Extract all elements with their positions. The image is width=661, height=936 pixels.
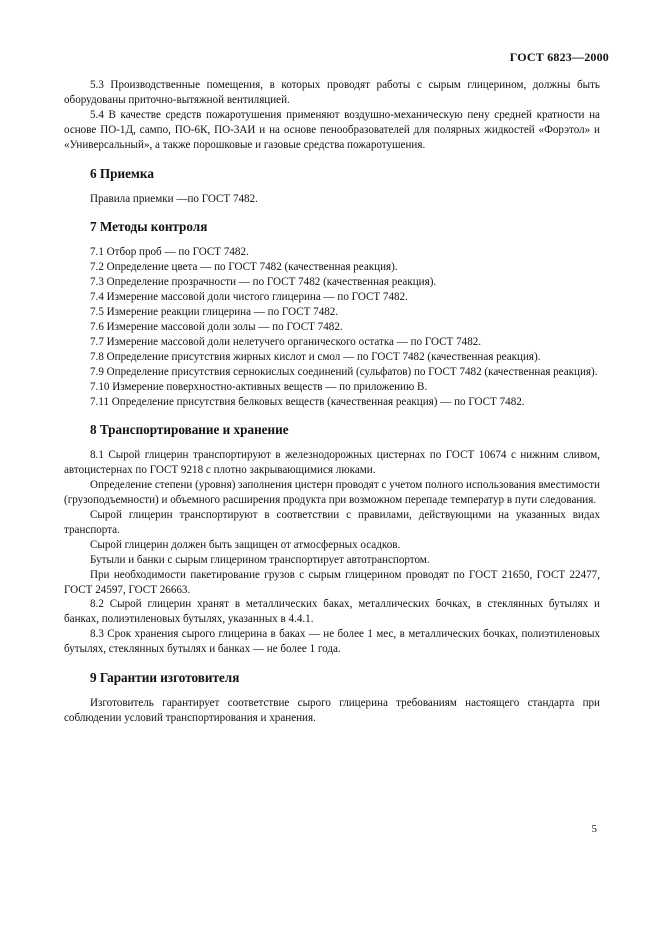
section-8-title: 8 Транспортирование и хранение [90,422,289,438]
paragraph-5-4: 5.4 В качестве средств пожаротушения применяют воздушно-механическую пену средней кратности на основе ПО-1Д, сампо, ПО-6К, ПО-3АИ и на основе пенообразователей для полярных жидкостей «Форэтол» и «Универсальный», а также порошковые и газовые средства пожаротушения. [64,108,600,151]
list-item: 7.5 Измерение реакции глицерина — по ГОСТ 7482. [90,306,339,319]
section-6-text: Правила приемки —по ГОСТ 7482. [90,192,258,205]
paragraph: 8.2 Сырой глицерин хранят в металлических баках, металлических бочках, в стеклянных бутылях и банках, полиэтиленовых бутылях, указанных в 4.4.1. [64,598,600,626]
list-item: 7.7 Измерение массовой доли нелетучего органического остатка — по ГОСТ 7482. [90,335,482,348]
standard-header: ГОСТ 6823—2000 [509,50,609,64]
paragraph: Бутыли и банки с сырым глицерином транспортирует автотранспортом. [90,553,430,566]
list-item: 7.11 Определение присутствия белковых веществ (качественная реакция) — по ГОСТ 7482. [90,395,525,408]
section-9-title: 9 Гарантии изготовителя [90,670,240,686]
list-item: 7.9 Определение присутствия сернокислых соединений (сульфатов) по ГОСТ 7482 (качественная реакция). [90,365,598,378]
paragraph: 8.3 Срок хранения сырого глицерина в баках — не более 1 мес, в металлических бочках, полиэтиленовых бутылях, стеклянных бутылях и банках — не более 1 года. [64,628,600,656]
list-item: 7.8 Определение присутствия жирных кислот и смол — по ГОСТ 7482 (качественная реакция). [90,350,541,363]
paragraph: Определение степени (уровня) заполнения цистерн проводят с учетом полного использования вместимости (грузоподъемности) и объемного расширения продукта при возможном перепаде температур в пути следования. [64,479,600,507]
section-7-title: 7 Методы контроля [90,219,208,235]
section-6-title: 6 Приемка [90,165,154,181]
list-item: 7.10 Измерение поверхностно-активных веществ — по приложению В. [90,380,428,393]
paragraph: 8.1 Сырой глицерин транспортируют в железнодорожных цистернах по ГОСТ 10674 с нижним сливом, автоцистернах по ГОСТ 9218 с плотно закрывающимися люками. [64,449,600,477]
list-item: 7.1 Отбор проб — по ГОСТ 7482. [90,246,249,259]
list-item: 7.6 Измерение массовой доли золы — по ГОСТ 7482. [90,320,343,333]
paragraph-5-3: 5.3 Производственные помещения, в которых проводят работы с сырым глицерином, должны быть оборудованы приточно-вытяжной вентиляцией. [64,79,600,106]
list-item: 7.4 Измерение массовой доли чистого глицерина — по ГОСТ 7482. [90,291,408,304]
paragraph: Сырой глицерин транспортируют в соответствии с правилами, действующими на указанных видах транспорта. [64,509,600,536]
paragraph: Сырой глицерин должен быть защищен от атмосферных осадков. [90,538,401,551]
page-number: 5 [591,823,597,835]
list-item: 7.3 Определение прозрачности — по ГОСТ 7482 (качественная реакция). [90,276,437,289]
list-item: 7.2 Определение цвета — по ГОСТ 7482 (качественная реакция). [90,261,398,274]
document-body [64,78,600,726]
section-9-text: Изготовитель гарантирует соответствие сырого глицерина требованиям настоящего стандарта при соблюдении условий транспортирования и хранения. [64,697,600,724]
paragraph: При необходимости пакетирование грузов с сырым глицерином проводят по ГОСТ 21650, ГОСТ 22477, ГОСТ 24597, ГОСТ 26663. [64,568,600,596]
